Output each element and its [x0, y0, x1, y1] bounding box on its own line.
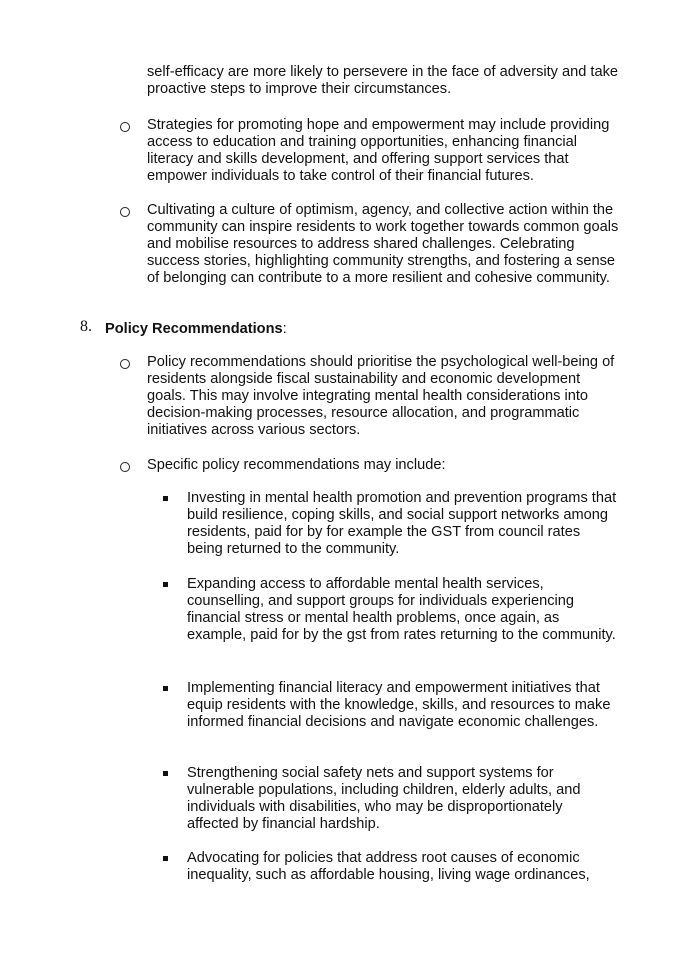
sub-list-item: Implementing financial literacy and empowerment initiatives that equip residents with the knowledge, skills, and resources to make informed financial decisions and navigate economic challenges. [187, 680, 611, 730]
list-item: Strategies for promoting hope and empowerment may include providing access to education and training opportunities, enhancing financial literacy and skills development, and offering support services that empower individuals to take control of their financial futures. [147, 117, 610, 184]
square-bullet-icon [163, 496, 168, 501]
list-item: Specific policy recommendations may include: [147, 457, 446, 473]
sub-list-item: Advocating for policies that address root causes of economic inequality, such as affordable housing, living wage ordinances, [187, 850, 590, 883]
circle-bullet-icon [120, 359, 130, 369]
sub-list-item: Strengthening social safety nets and support systems for vulnerable populations, including children, elderly adults, and individuals with disabilities, who may be disproportionately affected by financial hardship. [187, 765, 581, 832]
circle-bullet-icon [120, 122, 130, 132]
circle-bullet-icon [120, 207, 130, 217]
square-bullet-icon [163, 582, 168, 587]
circle-bullet-icon [120, 462, 130, 472]
sub-list-item: Expanding access to affordable mental health services, counselling, and support groups for individuals experiencing financial stress or mental health problems, once again, as example, paid for by the gst from rates returning to the community. [187, 576, 616, 643]
list-item: Policy recommendations should prioritise the psychological well-being of residents alongside fiscal sustainability and economic development goals. This may involve integrating mental health considerations into decision-making processes, resource allocation, and programmatic initiatives across various sectors. [147, 354, 615, 438]
square-bullet-icon [163, 771, 168, 776]
square-bullet-icon [163, 686, 168, 691]
section-title: Policy Recommendations [105, 321, 283, 337]
sub-list-item: Investing in mental health promotion and prevention programs that build resilience, coping skills, and social support networks among residents, paid for by for example the GST from council rates being returned to the community. [187, 490, 617, 557]
section-title-colon: : [282, 321, 287, 337]
section-heading [105, 321, 287, 338]
list-item: Cultivating a culture of optimism, agency, and collective action within the community can inspire residents to work together towards common goals and mobilise resources to address shared challenges. Celebrating success stories, highlighting community strengths, and fostering a sense of belonging can contribute to a more resilient and cohesive community. [147, 202, 619, 286]
section-number: 8. [80, 318, 92, 335]
intro-paragraph: self-efficacy are more likely to persevere in the face of adversity and take proactive steps to improve their circumstances. [147, 64, 619, 97]
square-bullet-icon [163, 856, 168, 861]
